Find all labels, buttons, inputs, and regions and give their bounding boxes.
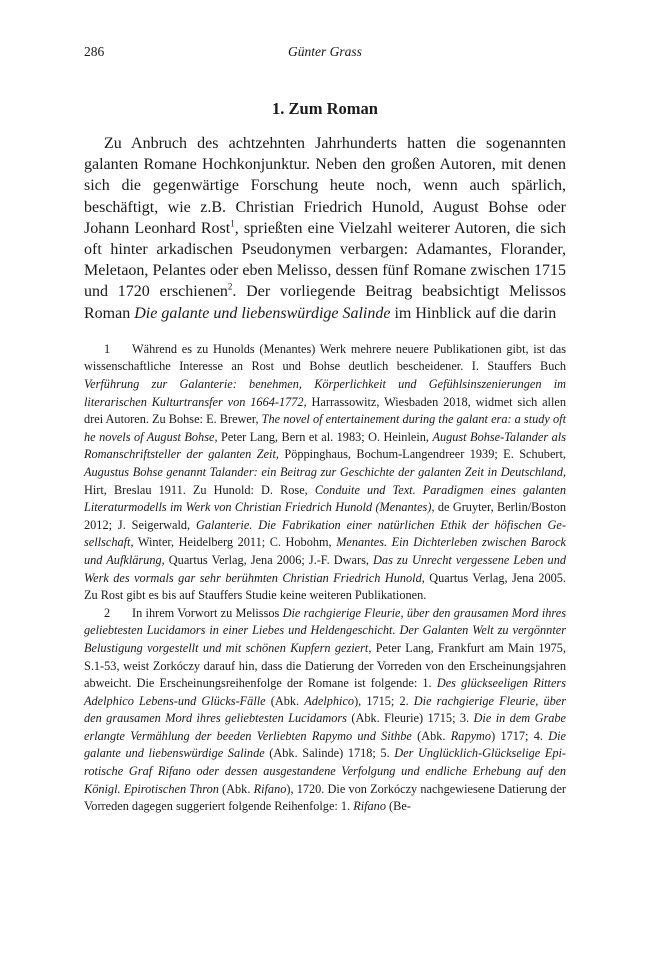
footnote-italic: Die in dem Grabe erlangte Vermählung der beeden Verliebten Rapymo und Sithbe	[84, 711, 566, 743]
body-text-run: im Hinblick auf die darin	[390, 304, 557, 322]
body-text-run: Zu Anbruch des achtzehnten Jahrhunderts hatten die sogenannten galanten Romane Hochkonjunktur. Neben den großen Autoren, mit denen sich die gegenwärtige Forschung heute noch, wenn auch spärlich, beschäftigt, wie z.B. Christian Friedrich Hunold, August Bohse oder Johann Leonhard Rost	[84, 135, 566, 237]
footnote-text: , de Gruyter, Berlin/Boston 2012; J. Seigerwald,	[84, 500, 566, 532]
footnote-italic: Menantes. Ein Dichterleben zwischen Barock und Aufklärung	[84, 535, 566, 567]
body-text-run: . Der vorliegende Beitrag beabsichtigt Melissos Roman	[84, 283, 567, 322]
footnote-text: (Abk. Fleurie) 1715; 3.	[346, 711, 474, 726]
page-header	[84, 44, 566, 66]
footnote-text: , Hirt, Breslau 1911. Zu Hunold: D. Rose,	[84, 464, 566, 497]
footnote-2	[84, 605, 566, 816]
footnote-text: Während es zu Hunolds (Menantes) Werk mehrere neuere Publikationen gibt, ist das wissenschaftliche Interesse an Rost und Bohse deutlich bescheidener. I. Stauffers Buch	[84, 341, 566, 374]
footnote-text: (Abk.	[218, 781, 254, 796]
footnote-number: 2	[104, 605, 111, 620]
footnote-italic: Die rachgierige Fleurie, über den grausamen Mord ihres geliebtesten Lucidamors in einer Liebes und Heldengeschicht. Der Galanten Welt zu vergönnter Belustigung vorgestellt und mit schönen Kupfern geziert	[84, 605, 566, 655]
footnote-text: ) 1717; 4.	[491, 728, 549, 743]
footnote-text: , Peter Lang, Bern et al. 1983; O. Heinlein,	[214, 429, 433, 444]
footnote-ref-2[interactable]: 2	[227, 282, 233, 293]
footnote-text: (Abk.	[411, 728, 451, 743]
footnote-italic: Die galante und liebenswürdige Salinde	[84, 728, 566, 761]
footnote-italic: Des glückseeligen Ritters Adelphico Lebens-und Glücks-Fälle	[84, 676, 566, 708]
footnote-text: , Winter, Heidelberg 2011; C. Hobohm,	[130, 535, 337, 550]
footnote-italic: Augustus Bohse genannt Talander: ein Beitrag zur Geschichte der galanten Zeit in Deutschland	[84, 464, 563, 479]
running-head: Günter Grass	[288, 44, 362, 59]
page-number: 286	[84, 44, 105, 59]
footnote-italic: Verführung zur Galanterie: benehmen, Körperlichkeit und Gefühlsinszenierungen im literarischen Kulturtransfer von 1664-1772	[84, 377, 566, 409]
footnote-text: ), 1715; 2.	[354, 693, 414, 708]
footnote-1	[84, 341, 566, 605]
footnote-text: , Quartus Verlag, Jena 2006; J.-F. Dwars,	[161, 552, 374, 567]
section-title: 1. Zum Roman	[272, 99, 378, 118]
footnote-italic: Adelphico	[304, 693, 355, 708]
footnote-ref-1[interactable]: 1	[230, 218, 235, 229]
footnote-italic: Das zu Unrecht vergessene Leben und Werk des vormals gar sehr berühmten Christian Friedrich Hunold	[84, 552, 566, 585]
footnote-text: (Abk.	[265, 693, 305, 708]
footnote-italic: Rifano	[353, 799, 386, 814]
footnote-text: , Harrassowitz, Wiesbaden 2018, widmet sich allen drei Autoren. Zu Bohse: E. Brewer,	[84, 394, 566, 427]
footnote-text: (Abk. Salinde) 1718; 5.	[264, 746, 395, 761]
footnote-text: Pöppinghaus, Bochum-Langendreer 1939; E. Schubert,	[278, 447, 566, 462]
body-italic-title: Die galante und liebenswürdige Salinde	[134, 304, 391, 322]
footnote-text: ), 1720. Die von Zorkóczy nachgewiesene Datierung der Vorreden dagegen suggeriert folgende Reihenfolge: 1.	[84, 781, 566, 814]
footnote-italic: August Bohse-Talander als Romanschriftsteller der galanten Zeit,	[84, 429, 566, 462]
footnote-italic: Der Unglücklich-Glückselige Epirotische Graf Rifano oder dessen ausgestandene Verfolgung und endliche Erhebung auf den Königl. Epirotischen Thron	[84, 746, 567, 796]
footnotes	[84, 341, 566, 816]
body-text-run: , sprießten eine Vielzahl weiterer Autoren, die sich oft hinter arkadischen Pseudonymen verbargen: Adamantes, Florander, Meletaon, Pelantes oder eben Melisso, dessen fünf Romane zwischen 1715 und 1720 erschienen	[84, 219, 566, 301]
footnote-italic: Galanterie. Die Fabrikation einer natürlichen Ethik der höfischen Gesellschaft	[84, 517, 566, 550]
footnote-italic: Die rachgierige Fleurie, über den grausamen Mord ihres geliebtesten Lucidamors	[84, 693, 567, 726]
footnote-italic: The novel of entertainement during the galant era: a study oft he novels of August Bohse	[84, 412, 566, 444]
footnote-number: 1	[104, 341, 111, 356]
footnote-italic: Rifano	[253, 781, 287, 796]
footnote-text: (Be-	[385, 799, 411, 814]
footnote-text: , Quartus Verlag, Jena 2005. Zu Rost gibt es bis auf Stauffers Studie keine weiteren Publikationen.	[84, 570, 566, 603]
footnote-italic: Rapymo	[450, 728, 492, 743]
body-paragraph	[84, 133, 566, 324]
footnote-text: , Peter Lang, Frankfurt am Main 1975, S.1-53, weist Zorkóczy darauf hin, dass die Datierung der Vorreden von den Erscheinungsjahren abweicht. Die Erscheinungsreihenfolge der Romane ist folgende: 1.	[84, 640, 566, 691]
footnote-italic: Conduite und Text. Paradigmen eines galanten Literaturmodells im Werk von Christian Friedrich Hunold (Menantes)	[84, 482, 566, 515]
footnote-text: In ihrem Vorwort zu Melissos	[132, 605, 283, 620]
